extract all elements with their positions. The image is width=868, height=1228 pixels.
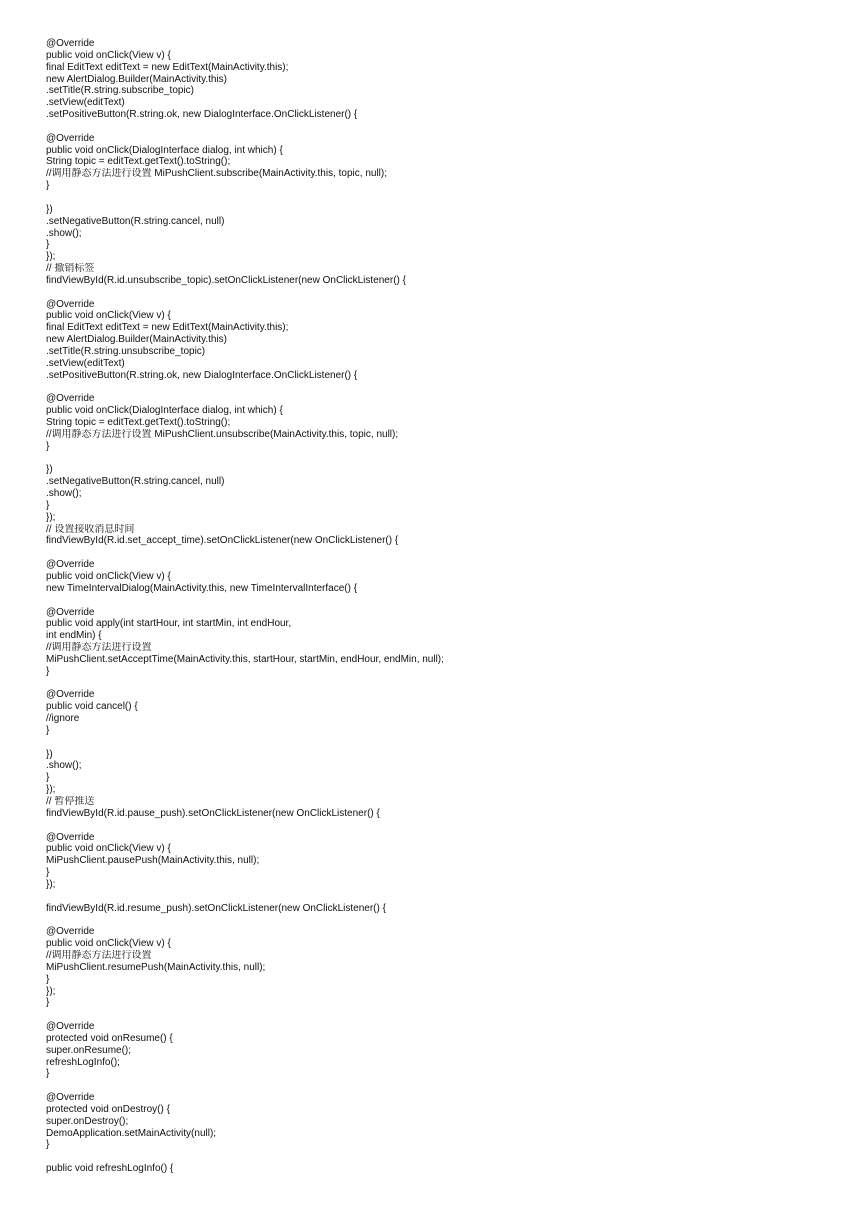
blank-line xyxy=(46,121,846,133)
code-block xyxy=(46,926,846,1009)
code-line: //调用静态方法进行设置 MiPushClient.subscribe(MainActivity.this, topic, null); xyxy=(46,168,388,180)
blank-line xyxy=(46,453,846,465)
code-line: findViewById(R.id.pause_push).setOnClickListener(new OnClickListener() { xyxy=(46,807,380,819)
code-line: @Override xyxy=(46,1021,95,1033)
code-block xyxy=(46,559,846,595)
code-line: } xyxy=(46,973,50,985)
code-line: // 设置接收消息时间 xyxy=(46,523,135,535)
blank-line xyxy=(46,287,846,299)
code-line: }); xyxy=(46,985,56,997)
code-block xyxy=(46,832,846,891)
code-line: .setTitle(R.string.unsubscribe_topic) xyxy=(46,345,206,357)
code-line: @Override xyxy=(46,606,95,618)
code-line: findViewById(R.id.resume_push).setOnClickListener(new OnClickListener() { xyxy=(46,902,386,914)
code-line: public void onClick(DialogInterface dialog, int which) { xyxy=(46,144,283,156)
code-line: }); xyxy=(46,878,56,890)
blank-line xyxy=(46,381,846,393)
code-block xyxy=(46,903,846,915)
code-line: public void onClick(DialogInterface dialog, int which) { xyxy=(46,405,283,417)
code-line: } xyxy=(46,724,50,736)
code-line: } xyxy=(46,867,50,879)
code-line: } xyxy=(46,440,50,452)
code-line: .setPositiveButton(R.string.ok, new DialogInterface.OnClickListener() { xyxy=(46,109,358,121)
code-block xyxy=(46,38,846,121)
code-block xyxy=(46,607,846,678)
blank-line xyxy=(46,1080,846,1092)
code-line: // 撤销标签 xyxy=(46,263,95,275)
code-line: @Override xyxy=(46,393,95,405)
code-line: new TimeIntervalDialog(MainActivity.this, new TimeIntervalInterface() { xyxy=(46,582,358,594)
code-block xyxy=(46,133,846,192)
code-line: //调用静态方法进行设置 MiPushClient.unsubscribe(MainActivity.this, topic, null); xyxy=(46,428,399,440)
blank-line xyxy=(46,891,846,903)
blank-line xyxy=(46,1151,846,1163)
code-line: protected void onDestroy() { xyxy=(46,1103,170,1115)
code-line: @Override xyxy=(46,831,95,843)
code-line: }); xyxy=(46,511,56,523)
blank-line xyxy=(46,1009,846,1021)
code-line: public void cancel() { xyxy=(46,701,138,713)
blank-line xyxy=(46,595,846,607)
code-line: .setView(editText) xyxy=(46,357,125,369)
code-line: @Override xyxy=(46,1092,95,1104)
code-line: }); xyxy=(46,251,56,263)
code-line: } xyxy=(46,239,50,251)
code-line: @Override xyxy=(46,132,95,144)
code-line: }) xyxy=(46,464,53,476)
blank-line xyxy=(46,914,846,926)
code-line: public void onClick(View v) { xyxy=(46,938,171,950)
code-line: //ignore xyxy=(46,713,80,725)
code-line: .setTitle(R.string.subscribe_topic) xyxy=(46,85,195,97)
code-line: .show(); xyxy=(46,760,82,772)
code-line: refreshLogInfo(); xyxy=(46,1056,120,1068)
code-block xyxy=(46,689,846,736)
code-line: String topic = editText.getText().toString(); xyxy=(46,417,231,428)
code-line: @Override xyxy=(46,689,95,701)
code-line: .show(); xyxy=(46,227,82,239)
code-line: }) xyxy=(46,203,53,215)
code-block xyxy=(46,299,846,382)
code-line: } xyxy=(46,772,50,784)
code-line: .show(); xyxy=(46,488,82,500)
code-line: MiPushClient.pausePush(MainActivity.this, null); xyxy=(46,855,260,867)
code-line: public void onClick(View v) { xyxy=(46,843,171,855)
code-document xyxy=(46,38,846,1175)
code-line: String topic = editText.getText().toString(); xyxy=(46,156,231,168)
code-block xyxy=(46,204,846,287)
code-block xyxy=(46,1092,846,1151)
code-line: } xyxy=(46,180,50,192)
code-line: int endMin) { xyxy=(46,630,102,642)
code-line: public void onClick(View v) { xyxy=(46,570,171,582)
code-line: super.onResume(); xyxy=(46,1044,132,1056)
code-line: .setNegativeButton(R.string.cancel, null) xyxy=(46,215,225,227)
code-line: } xyxy=(46,665,50,677)
code-line: super.onDestroy(); xyxy=(46,1115,129,1127)
code-block xyxy=(46,464,846,547)
code-line: // 暂停推送 xyxy=(46,796,95,807)
code-line: }); xyxy=(46,784,56,796)
code-line: public void refreshLogInfo() { xyxy=(46,1163,174,1175)
code-line: findViewById(R.id.unsubscribe_topic).setOnClickListener(new OnClickListener() { xyxy=(46,274,406,286)
code-line: .setView(editText) xyxy=(46,97,125,109)
code-line: DemoApplication.setMainActivity(null); xyxy=(46,1127,217,1139)
code-block xyxy=(46,749,846,820)
code-line: public void onClick(View v) { xyxy=(46,310,171,322)
code-block xyxy=(46,393,846,452)
code-line: @Override xyxy=(46,559,95,571)
code-line: findViewById(R.id.set_accept_time).setOnClickListener(new OnClickListener() { xyxy=(46,535,399,547)
code-line: @Override xyxy=(46,926,95,938)
code-line: }) xyxy=(46,748,53,760)
code-line: .setNegativeButton(R.string.cancel, null) xyxy=(46,476,225,488)
code-line: public void apply(int startHour, int startMin, int endHour, xyxy=(46,618,292,630)
code-line: new AlertDialog.Builder(MainActivity.this) xyxy=(46,73,227,85)
code-line: } xyxy=(46,499,50,511)
blank-line xyxy=(46,547,846,559)
blank-line xyxy=(46,737,846,749)
code-line: MiPushClient.setAcceptTime(MainActivity.this, startHour, startMin, endHour, endMin, null); xyxy=(46,653,444,665)
code-line: } xyxy=(46,997,50,1009)
code-line: protected void onResume() { xyxy=(46,1032,173,1044)
code-line: final EditText editText = new EditText(MainActivity.this); xyxy=(46,61,289,73)
code-line: MiPushClient.resumePush(MainActivity.this, null); xyxy=(46,961,266,973)
code-line: final EditText editText = new EditText(MainActivity.this); xyxy=(46,322,289,334)
code-line: .setPositiveButton(R.string.ok, new DialogInterface.OnClickListener() { xyxy=(46,369,358,381)
code-line: //调用静态方法进行设置 xyxy=(46,949,152,961)
code-line: new AlertDialog.Builder(MainActivity.this) xyxy=(46,334,227,346)
code-line: } xyxy=(46,1139,50,1151)
code-line: @Override xyxy=(46,38,95,49)
code-block xyxy=(46,1163,846,1175)
code-line: } xyxy=(46,1068,50,1080)
code-line: @Override xyxy=(46,298,95,310)
code-line: public void onClick(View v) { xyxy=(46,49,171,61)
blank-line xyxy=(46,678,846,690)
blank-line xyxy=(46,820,846,832)
blank-line xyxy=(46,192,846,204)
code-line: //调用静态方法进行设置 xyxy=(46,642,152,654)
code-block xyxy=(46,1021,846,1080)
